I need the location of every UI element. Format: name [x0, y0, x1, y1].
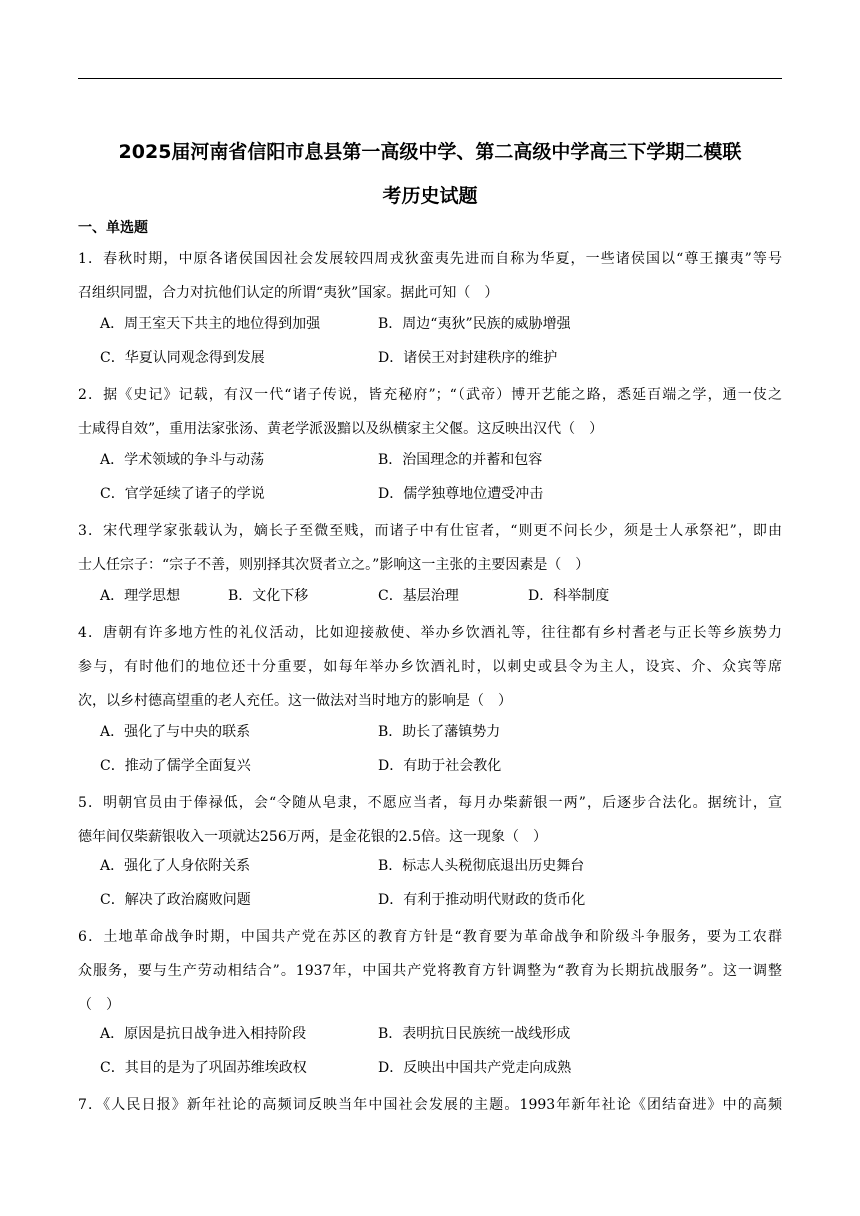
stem-line: 2．据《史记》记载，有汉一代“诸子传说，皆充秘府”；“（武帝）博开艺能之路，悉延百端之学，通一伎之: [78, 387, 782, 403]
section-heading: 一、单选题: [78, 220, 148, 236]
exam-title-line-1: 2025届河南省信阳市息县第一高级中学、第二高级中学高三下学期二模联: [118, 141, 742, 163]
header-rule: [78, 78, 782, 79]
question-5-option-d: D．有利于推动明代财政的货币化: [378, 892, 586, 908]
question-2-stem: [78, 378, 782, 446]
exam-title-line-2: 考历史试题: [382, 185, 478, 207]
question-4-option-d: D．有助于社会教化: [378, 758, 502, 774]
stem-line: 1．春秋时期，中原各诸侯国因社会发展较四周戎狄蛮夷先进而自称为华夏，一些诸侯国以“尊王攘夷”等号: [78, 251, 782, 267]
question-4-option-b: B．助长了藩镇势力: [378, 724, 501, 740]
question-3-option-c: C．基层治理: [378, 588, 459, 604]
question-7-stem: [78, 1088, 782, 1122]
stem-line: 次，以乡村德高望重的老人充任。这一做法对当时地方的影响是（ ）: [78, 693, 512, 709]
stem-line: 德年间仅柴薪银收入一项就达256万两，是金花银的2.5倍。这一现象（ ）: [78, 829, 547, 845]
question-5-option-a: A．强化了人身依附关系: [100, 858, 251, 874]
question-4-option-a: A．强化了与中央的联系: [100, 724, 251, 740]
stem-line: （ ）: [78, 997, 120, 1013]
question-4-option-c: C．推动了儒学全面复兴: [100, 758, 251, 774]
question-3-stem: [78, 514, 782, 582]
stem-line: 士咸得自效”，重用法家张汤、黄老学派汲黯以及纵横家主父偃。这反映出汉代（ ）: [78, 421, 604, 437]
question-5-option-b: B．标志人头税彻底退出历史舞台: [378, 858, 585, 874]
question-2-option-b: B．治国理念的并蓄和包容: [378, 452, 543, 468]
question-6-option-c: C．其目的是为了巩固苏维埃政权: [100, 1060, 307, 1076]
question-3-option-b: B．文化下移: [228, 588, 309, 604]
stem-line: 6．土地革命战争时期，中国共产党在苏区的教育方针是“教育要为革命战争和阶级斗争服务，要为工农群: [78, 929, 782, 945]
stem-line: 士人任宗子：“宗子不善，则别择其次贤者立之。”影响这一主张的主要因素是（ ）: [78, 557, 590, 573]
question-2-option-d: D．儒学独尊地位遭受冲击: [378, 486, 544, 502]
question-6-stem: [78, 920, 782, 1022]
question-6-option-b: B．表明抗日民族统一战线形成: [378, 1026, 571, 1042]
stem-line: 参与，有时他们的地位还十分重要，如每年举办乡饮酒礼时，以刺史或县令为主人，设宾、介、众宾等席: [78, 659, 782, 675]
question-1-stem: [78, 242, 782, 310]
question-2-option-a: A．学术领域的争斗与动荡: [100, 452, 265, 468]
question-3-option-d: D．科举制度: [528, 588, 610, 604]
stem-line: 召组织同盟，合力对抗他们认定的所谓“夷狄”国家。据此可知（ ）: [78, 285, 499, 301]
question-3-option-a: A．理学思想: [100, 588, 181, 604]
question-5-option-c: C．解决了政治腐败问题: [100, 892, 251, 908]
stem-line: 3．宋代理学家张载认为，嫡长子至微至贱，而诸子中有仕宦者，“则更不问长少，须是士人承祭祀”，即由: [78, 523, 782, 539]
stem-line: 5．明朝官员由于俸禄低，会“令随从皂隶，不愿应当者，每月办柴薪银一两”，后逐步合法化。据统计，宣: [78, 795, 782, 811]
question-5-stem: [78, 786, 782, 854]
stem-line: 4．唐朝有许多地方性的礼仪活动，比如迎接赦使、举办乡饮酒礼等，往往都有乡村耆老与正长等乡族势力: [78, 625, 782, 641]
question-4-stem: [78, 616, 782, 718]
question-1-option-a: A．周王室天下共主的地位得到加强: [100, 316, 321, 332]
question-6-option-a: A．原因是抗日战争进入相持阶段: [100, 1026, 307, 1042]
question-1-option-b: B．周边“夷狄”民族的威胁增强: [378, 316, 571, 332]
stem-line: 众服务，要与生产劳动相结合”。1937年，中国共产党将教育方针调整为“教育为长期抗战服务”。这一调整: [78, 963, 782, 979]
stem-line: 7．《人民日报》新年社论的高频词反映当年中国社会发展的主题。1993年新年社论《团结奋进》中的高频: [78, 1097, 782, 1113]
question-6-option-d: D．反映出中国共产党走向成熟: [378, 1060, 572, 1076]
question-1-option-d: D．诸侯王对封建秩序的维护: [378, 350, 558, 366]
question-2-option-c: C．官学延续了诸子的学说: [100, 486, 265, 502]
question-1-option-c: C．华夏认同观念得到发展: [100, 350, 265, 366]
